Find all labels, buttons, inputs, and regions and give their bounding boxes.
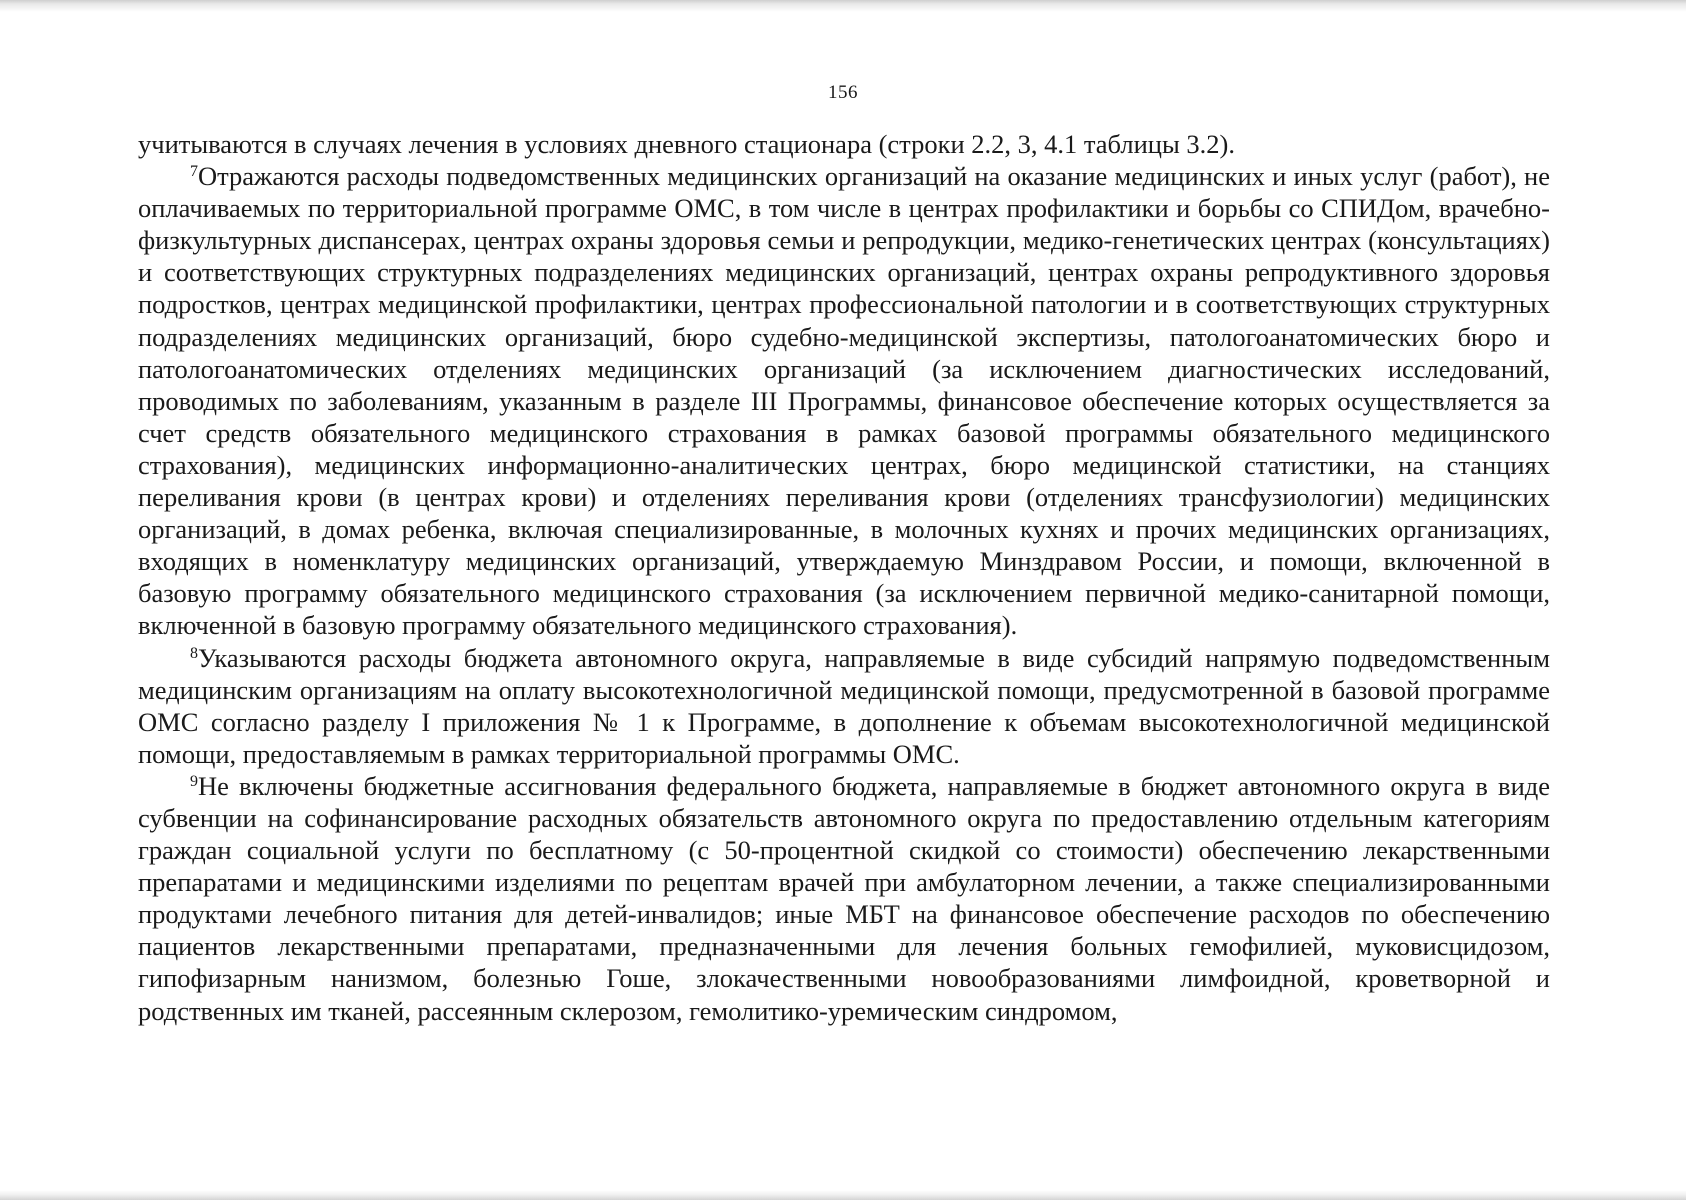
document-body — [138, 128, 1550, 1027]
paragraph-text: Указываются расходы бюджета автономного округа, направляемые в виде субсидий напрямую подведомственным медицинским организациям на оплату высокотехнологичной медицинской помощи, предусмотренной в базовой программе ОМС согласно разделу I приложения № 1 к Программе, в дополнение к объемам высокотехнологичной медицинской помощи, предоставляемым в рамках территориальной программы ОМС. — [138, 642, 1550, 769]
footnote-paragraph-7 — [138, 160, 1550, 641]
paragraph-text: Не включены бюджетные ассигнования федерального бюджета, направляемые в бюджет автономного округа в виде субвенции на софинансирование расходных обязательств автономного округа по предоставлению отдельным категориям граждан социальной услуги по бесплатному (с 50-процентной скидкой со стоимости) обеспечению лекарственными препаратами и медицинскими изделиями по рецептам врачей при амбулаторном лечении, а также специализированными продуктами лечебного питания для детей-инвалидов; иные МБТ на финансовое обеспечение расходов по обеспечению пациентов лекарственными препаратами, предназначенными для лечения больных гемофилией, муковисцидозом, гипофизарным нанизмом, болезнью Гоше, злокачественными новообразованиями лимфоидной, кроветворной и родственных им тканей, рассеянным склерозом, гемолитико-уремическим синдромом, — [138, 770, 1550, 1026]
footnote-marker: 8 — [190, 644, 198, 662]
footnote-paragraph-9 — [138, 770, 1550, 1027]
paragraph-text: учитываются в случаях лечения в условиях дневного стационара (строки 2.2, 3, 4.1 таблицы 3.2). — [138, 129, 1235, 159]
scan-edge-bottom — [0, 1190, 1686, 1200]
footnote-marker: 9 — [190, 772, 198, 790]
footnote-marker: 7 — [190, 163, 198, 181]
scan-edge-top — [0, 0, 1686, 12]
paragraph-text: Отражаются расходы подведомственных медицинских организаций на оказание медицинских и иных услуг (работ), не оплачиваемых по территориальной программе ОМС, в том числе в центрах профилактики и борьбы со СПИДом, врачебно-физкультурных диспансерах, центрах охраны здоровья семьи и репродукции, медико-генетических центрах (консультациях) и соответствующих структурных подразделениях медицинских организаций, центрах охраны репродуктивного здоровья подростков, центрах медицинской профилактики, центрах профессиональной патологии и в соответствующих структурных подразделениях медицинских организаций, бюро судебно-медицинской экспертизы, патологоанатомических бюро и патологоанатомических отделениях медицинских организаций (за исключением диагностических исследований, проводимых по заболеваниям, указанным в разделе III Программы, финансовое обеспечение которых осуществляется за счет средств обязательного медицинского страхования в рамках базовой программы обязательного медицинского страхования), медицинских информационно-аналитических центрах, бюро медицинской статистики, на станциях переливания крови (в центрах крови) и отделениях переливания крови (отделениях трансфузиологии) медицинских организаций, в домах ребенка, включая специализированные, в молочных кухнях и прочих медицинских организациях, входящих в номенклатуру медицинских организаций, утверждаемую Минздравом России, и помощи, включенной в базовую программу обязательного медицинского страхования (за исключением первичной медико-санитарной помощи, включенной в базовую программу обязательного медицинского страхования). — [138, 161, 1550, 641]
footnote-paragraph-8 — [138, 642, 1550, 770]
page-number: 156 — [828, 82, 858, 103]
paragraph-continuation — [138, 128, 1550, 160]
